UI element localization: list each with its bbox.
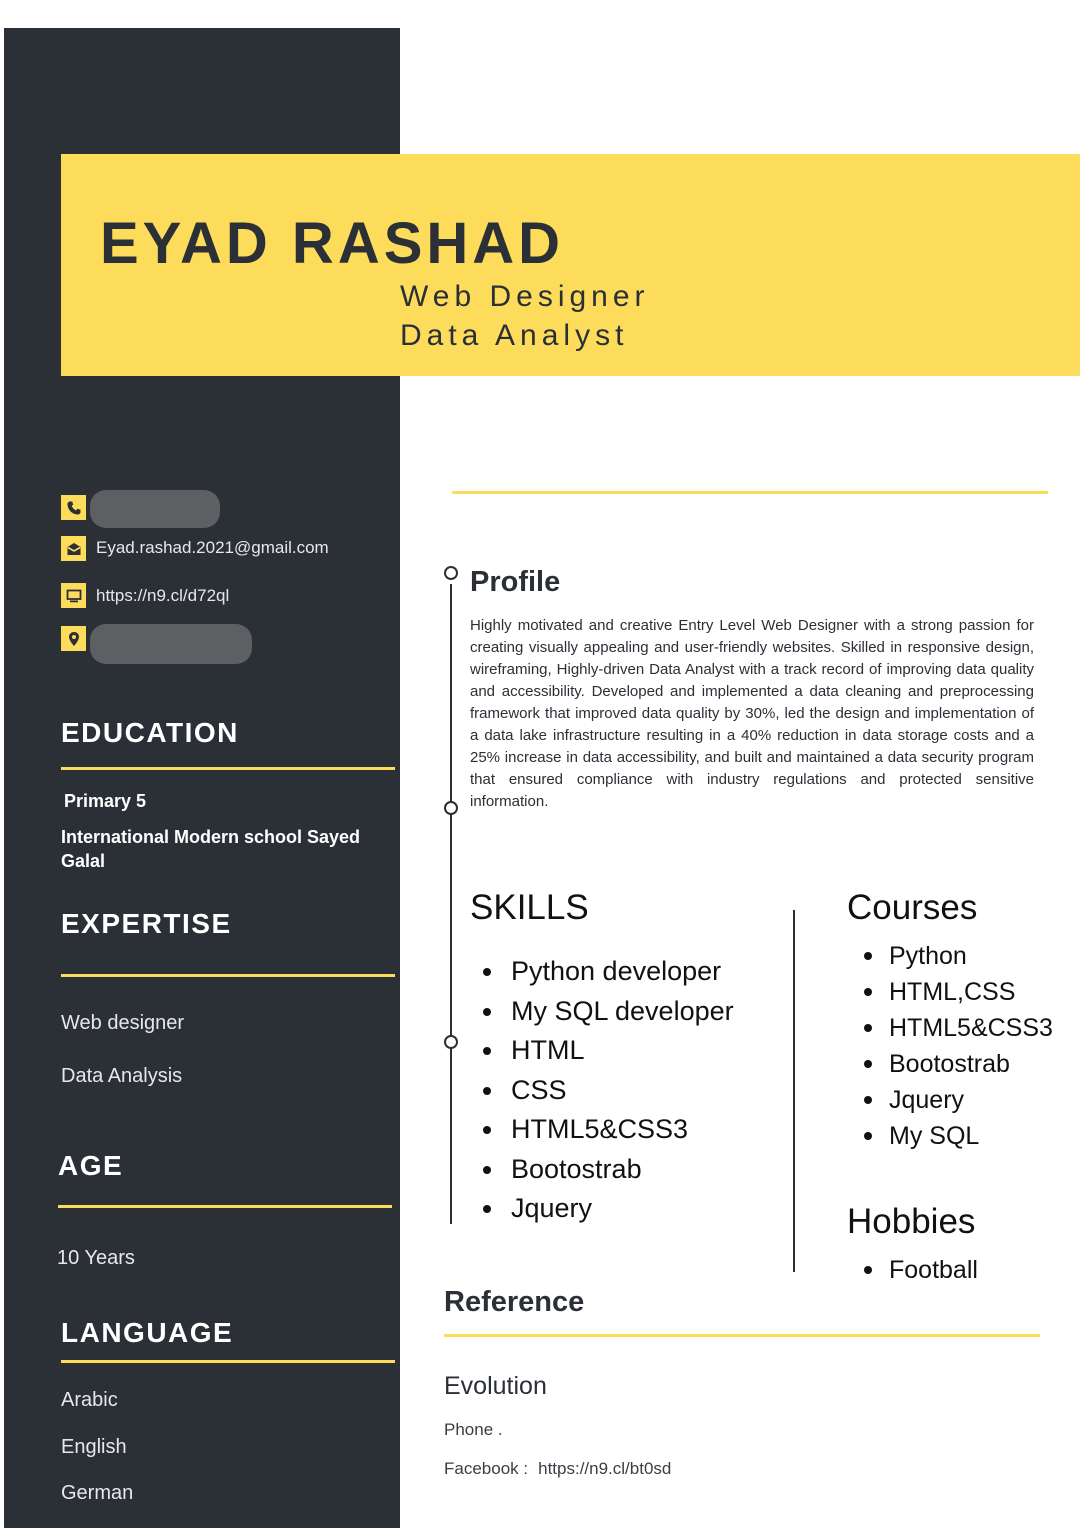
language-item: German bbox=[61, 1482, 134, 1504]
education-school: International Modern school Sayed Galal bbox=[61, 827, 361, 871]
timeline-node bbox=[444, 566, 458, 580]
skills-list bbox=[471, 952, 734, 1229]
column-divider bbox=[793, 910, 795, 1272]
skill-item: HTML bbox=[471, 1031, 734, 1071]
profile-heading: Profile bbox=[470, 566, 561, 598]
education-divider bbox=[61, 767, 395, 770]
candidate-name: EYAD RASHAD bbox=[100, 211, 565, 276]
skill-item: My SQL developer bbox=[471, 992, 734, 1032]
skill-item: Python developer bbox=[471, 952, 734, 992]
age-value: 10 Years bbox=[57, 1247, 135, 1269]
course-item: My SQL bbox=[847, 1118, 1053, 1154]
timeline-node bbox=[444, 1035, 458, 1049]
courses-list bbox=[847, 938, 1053, 1154]
course-item: Python bbox=[847, 938, 1053, 974]
hobby-item: Football bbox=[847, 1252, 978, 1288]
course-item: Bootostrab bbox=[847, 1046, 1053, 1082]
website-link[interactable]: https://n9.cl/d72ql bbox=[96, 586, 230, 605]
course-item: Jquery bbox=[847, 1082, 1053, 1118]
skill-item: Bootostrab bbox=[471, 1150, 734, 1190]
skill-item: HTML5&CSS3 bbox=[471, 1110, 734, 1150]
reference-divider bbox=[444, 1334, 1040, 1337]
timeline-line bbox=[450, 584, 452, 1224]
language-item: English bbox=[61, 1436, 127, 1458]
skills-heading: SKILLS bbox=[470, 888, 589, 927]
age-heading: AGE bbox=[58, 1150, 124, 1181]
job-title-2: Data Analyst bbox=[400, 319, 629, 352]
expertise-heading: EXPERTISE bbox=[61, 908, 232, 939]
mail-icon bbox=[61, 536, 86, 561]
language-divider bbox=[61, 1360, 395, 1363]
course-item: HTML,CSS bbox=[847, 974, 1053, 1010]
reference-facebook-label: Facebook : bbox=[444, 1459, 529, 1478]
hobbies-heading: Hobbies bbox=[847, 1202, 976, 1241]
reference-phone-label: Phone . bbox=[444, 1420, 503, 1439]
redacted-phone bbox=[90, 490, 220, 528]
location-pin-icon bbox=[61, 626, 86, 651]
profile-summary: Highly motivated and creative Entry Level Web Designer with a strong passion for creating visually appealing and user-friendly websites. Skilled in responsive design, wireframing, Highly-driven Data Analyst with a track record of improving data quality and accessibility. Developed and implemented a data cleaning and preprocessing framework that improved data quality by 30%, led the design and implementation of a data lake infrastructure resulting in a 40% reduction in data storage costs and a 25% increase in data accessibility, and built and maintained a data security program that ensured compliance with industry regulations and protected sensitive information. bbox=[470, 617, 1034, 810]
timeline-node bbox=[444, 801, 458, 815]
expertise-item: Data Analysis bbox=[61, 1065, 183, 1087]
skill-item: Jquery bbox=[471, 1189, 734, 1229]
reference-facebook bbox=[444, 1459, 671, 1479]
reference-heading: Reference bbox=[444, 1286, 585, 1318]
redacted-address bbox=[90, 624, 252, 664]
courses-heading: Courses bbox=[847, 888, 978, 927]
reference-facebook-link[interactable]: https://n9.cl/bt0sd bbox=[538, 1459, 672, 1478]
job-title-1: Web Designer bbox=[400, 280, 650, 313]
language-heading: LANGUAGE bbox=[61, 1317, 234, 1348]
education-level: Primary 5 bbox=[64, 791, 147, 811]
section-divider bbox=[452, 491, 1048, 494]
reference-name: Evolution bbox=[444, 1372, 547, 1400]
phone-icon bbox=[61, 495, 86, 520]
skill-item: CSS bbox=[471, 1071, 734, 1111]
expertise-item: Web designer bbox=[61, 1012, 185, 1034]
age-divider bbox=[58, 1205, 392, 1208]
hobbies-list bbox=[847, 1252, 978, 1288]
course-item: HTML5&CSS3 bbox=[847, 1010, 1053, 1046]
email-link[interactable]: Eyad.rashad.2021@gmail.com bbox=[96, 538, 329, 557]
monitor-icon bbox=[61, 583, 86, 608]
language-item: Arabic bbox=[61, 1389, 118, 1411]
education-heading: EDUCATION bbox=[61, 717, 239, 748]
expertise-divider bbox=[61, 974, 395, 977]
